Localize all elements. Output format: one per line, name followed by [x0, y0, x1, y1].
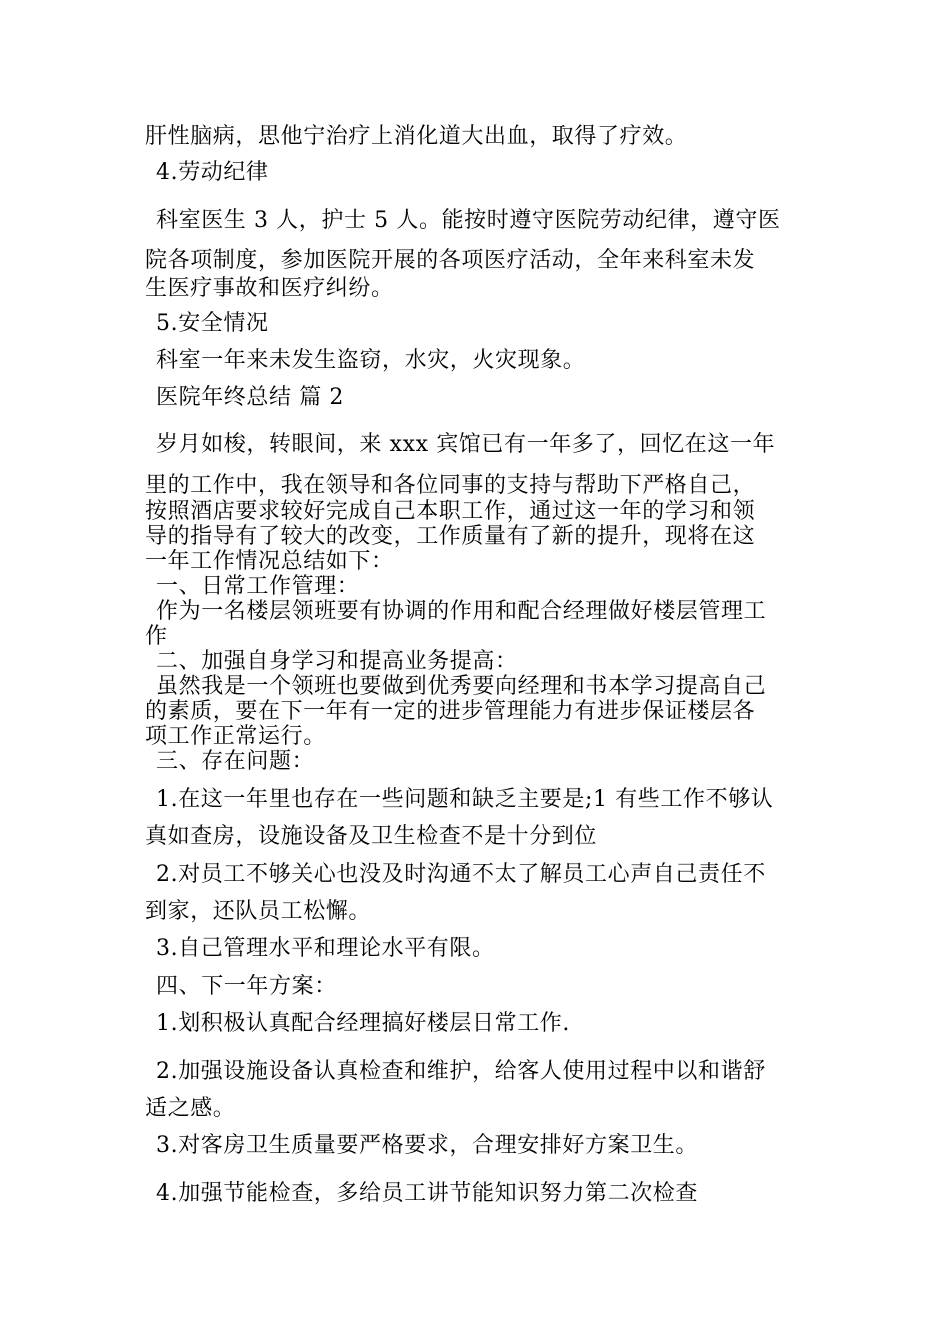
text-line: 4.加强节能检查，多给员工讲节能知识努力第二次检查 [156, 1181, 698, 1206]
text-line: 真如查房，设施设备及卫生检查不是十分到位 [145, 824, 598, 849]
section-heading: 四、下一年方案： [156, 974, 337, 999]
text-line: 3.自己管理水平和理论水平有限。 [156, 936, 495, 961]
section-heading: 三、存在问题： [156, 749, 315, 774]
text-line: 2.加强设施设备认真检查和维护，给客人使用过程中以和谐舒 [156, 1059, 766, 1084]
text-line: 1.在这一年里也存在一些问题和缺乏主要是;1 有些工作不够认 [156, 787, 774, 812]
text-line: 项工作正常运行。 [145, 724, 326, 749]
text-line: 作 [145, 624, 168, 649]
text-line: 到家，还队员工松懈。 [145, 899, 372, 924]
text-line: 岁月如梭，转眼间，来 xxx 宾馆已有一年多了，回忆在这一年 [156, 432, 776, 457]
text-line: 院各项制度，参加医院开展的各项医疗活动，全年来科室未发 [145, 248, 756, 273]
section-heading: 4.劳动纪律 [156, 160, 269, 185]
text-line: 适之感。 [145, 1096, 236, 1121]
text-line: 科室一年来未发生盗窃，水灾，火灾现象。 [156, 348, 586, 373]
section-heading: 5.安全情况 [156, 311, 269, 336]
text-line: 科室医生 3 人，护士 5 人。能按时遵守医院劳动纪律，遵守医 [156, 208, 781, 233]
section-heading: 二、加强自身学习和提高业务提高： [156, 649, 518, 674]
text-line: 虽然我是一个领班也要做到优秀要向经理和书本学习提高自己 [156, 674, 767, 699]
text-line: 里的工作中，我在领导和各位同事的支持与帮助下严格自己， [145, 473, 756, 498]
text-line: 3.对客房卫生质量要严格要求，合理安排好方案卫生。 [156, 1133, 698, 1158]
section-heading: 一、日常工作管理： [156, 574, 360, 599]
text-line: 的素质，要在下一年有一定的进步管理能力有进步保证楼层各 [145, 699, 756, 724]
text-line: 肝性脑病，思他宁治疗上消化道大出血，取得了疗效。 [145, 124, 688, 149]
text-line: 1.划积极认真配合经理搞好楼层日常工作. [156, 1011, 570, 1036]
text-line: 一年工作情况总结如下： [145, 549, 394, 574]
text-line: 按照酒店要求较好完成自己本职工作，通过这一年的学习和领 [145, 499, 756, 524]
text-line: 导的指导有了较大的改变，工作质量有了新的提升，现将在这 [145, 524, 756, 549]
text-line: 作为一名楼层领班要有协调的作用和配合经理做好楼层管理工 [156, 599, 767, 624]
document-title: 医院年终总结 篇 2 [156, 385, 344, 410]
text-line: 2.对员工不够关心也没及时沟通不太了解员工心声自己责任不 [156, 862, 766, 887]
text-line: 生医疗事故和医疗纠纷。 [145, 276, 394, 301]
